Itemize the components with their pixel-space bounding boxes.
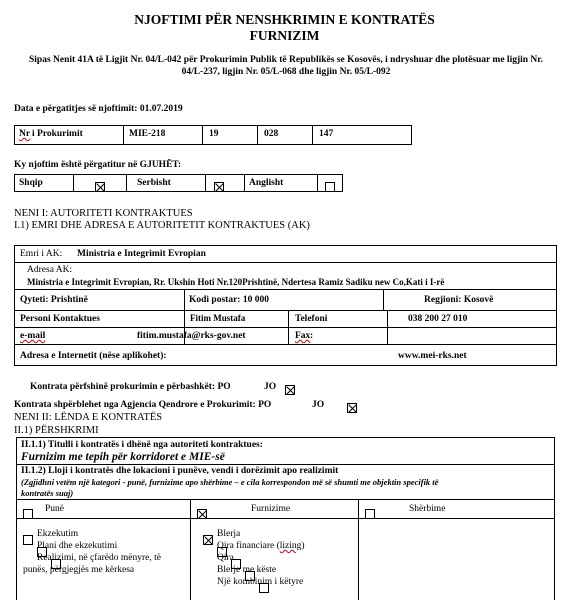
contract-type-note2: kontratës suaj): [21, 488, 74, 498]
web-value[interactable]: www.mei-rks.net: [398, 351, 467, 361]
authority-name-value: Ministria e Integrimit Evropian: [77, 249, 206, 259]
supply-combination-label: Një kombinim i këtyre: [217, 577, 304, 587]
procurement-code-cell: [123, 125, 203, 145]
works-design-label: Plani dhe ekzekutimi: [37, 541, 118, 551]
procurement-code: MIE-218: [129, 129, 166, 139]
language-question: Ky njoftim është përgatitur në GJUHËT:: [14, 160, 182, 170]
web-row: [14, 344, 557, 366]
category-supplies-label: Furnizime: [251, 504, 291, 514]
procurement-nr-label-cell: [14, 125, 124, 145]
procurement-c2: 028: [264, 129, 279, 139]
section1-heading: NENI I: AUTORITETI KONTRAKTUES: [14, 208, 193, 219]
authority-address-row: [14, 262, 557, 290]
contact-label: Personi Kontaktues: [20, 314, 100, 324]
procurement-nr-abbrev: Nr: [19, 129, 31, 139]
language-shqip-box-cell: [73, 174, 127, 192]
procurement-c3-cell: [312, 125, 412, 145]
contract-type-box: [16, 464, 555, 500]
category-works-label: Punë: [45, 504, 64, 514]
authority-name-label: Emri i AK:: [20, 249, 63, 259]
language-anglisht-box-cell: [317, 174, 343, 192]
cpa-jo-checkbox[interactable]: [347, 403, 357, 413]
city-value: Qyteti: Prishtinë: [20, 295, 88, 305]
supply-installment-label: Blerje me këste: [217, 565, 277, 575]
joint-procurement-jo-checkbox[interactable]: [285, 385, 295, 395]
contract-title-label: II.1.1) Titulli i kontratës i dhënë nga autoriteti kontraktues:: [21, 440, 263, 450]
fax-colon: :: [310, 331, 314, 341]
email-label: e-mail: [20, 331, 46, 341]
contract-type-label: II.1.2) Lloji i kontratës dhe lokacioni i punëve, vendi i dorëzimit apo realizimit: [21, 466, 339, 476]
procurement-c1: 19: [209, 129, 219, 139]
contract-title-value: Furnizim me tepih për korridoret e MIE-së: [21, 451, 225, 463]
legal-basis-line1: Sipas Nenit 41A të Ligjit Nr. 04/L-042 për Prokurimin Publik të Republikës se Kosovës, i ndryshuar dhe plotësuar me ligjin Nr.: [28, 55, 544, 65]
phone-value-cell: [387, 310, 557, 328]
fax-label-cell: [288, 327, 388, 345]
supply-purchase-checkbox[interactable]: [203, 535, 213, 545]
fax-value-cell: [387, 327, 557, 345]
authority-name-row: [14, 245, 557, 263]
language-shqip-label-cell: [14, 174, 74, 192]
cpa-jo: JO: [312, 400, 325, 410]
language-anglisht-label-cell: [244, 174, 318, 192]
web-label: Adresa e Internetit (nëse aplikohet):: [20, 351, 167, 361]
preparation-date: Data e përgatitjes së njoftimit: 01.07.2019: [14, 104, 183, 114]
legal-basis-line2: 04/L-237, ligjin Nr. 05/L-068 dhe ligjin Nr. 05/L-092: [181, 67, 391, 77]
services-options-cell: [358, 518, 555, 600]
fax-label: Fax: [295, 331, 311, 341]
works-realization-label-cont: punës, përgjegjës me kërkesa: [23, 565, 135, 575]
category-services-label: Shërbime: [409, 504, 446, 514]
region-cell: [383, 289, 557, 311]
authority-address-value: Ministria e Integrimit Evropian, Rr. Ukshin Hoti Nr.120Prishtinë, Ndertesa Ramiz Sadiku new Co,Kati i I-rë: [27, 277, 445, 287]
phone-label-cell: [288, 310, 388, 328]
language-serbisht-label-cell: [126, 174, 206, 192]
region-value: Regjioni: Kosovë: [424, 295, 494, 305]
email-value: fitim.mustafa@rks-gov.net: [137, 331, 246, 341]
category-supplies-cell: [190, 499, 359, 519]
supplies-options-cell: [190, 518, 359, 600]
city-cell: [14, 289, 185, 311]
postal-cell: [184, 289, 384, 311]
language-serbisht-label: Serbisht: [137, 178, 171, 188]
language-serbisht-checkbox[interactable]: [214, 182, 224, 192]
notice-subtitle: FURNIZIM: [249, 28, 320, 43]
procurement-c1-cell: [202, 125, 258, 145]
procurement-nr-label: i Prokurimit: [32, 129, 83, 139]
joint-procurement-jo: JO: [264, 382, 277, 392]
supply-rent-label: Qira: [217, 553, 234, 563]
contract-type-note1: (Zgjidhni vetëm një kategori - punë, furnizime apo shërbime – e cila korrespondon më së shumti me objektin specifik të: [21, 477, 439, 487]
category-works-cell: [16, 499, 191, 519]
contact-label-cell: [14, 310, 185, 328]
category-services-cell: [358, 499, 555, 519]
contact-value-cell: [184, 310, 289, 328]
procurement-c3: 147: [319, 129, 334, 139]
cpa-question: Kontrata shpërblehet nga Agjencia Qendrore e Prokurimit: PO: [14, 400, 272, 410]
notice-title: NJOFTIMI PËR NENSHKRIMIN E KONTRATËS: [134, 12, 435, 27]
contract-title-box: [16, 437, 555, 465]
language-anglisht-label: Anglisht: [249, 178, 284, 188]
phone-label: Telefoni: [295, 314, 328, 324]
section1-subheading: I.1) EMRI DHE ADRESA E AUTORITETIT KONTRAKTUES (AK): [14, 220, 310, 231]
language-serbisht-box-cell: [205, 174, 245, 192]
language-shqip-label: Shqip: [19, 178, 43, 188]
phone-value: 038 200 27 010: [408, 314, 468, 324]
section2-subheading: II.1) PËRSHKRIMI: [14, 425, 99, 436]
supply-lease-label: Qira financiare (lizing): [217, 541, 305, 551]
contact-value: Fitim Mustafa: [190, 313, 246, 323]
language-shqip-checkbox[interactable]: [95, 182, 105, 192]
section2-heading: NENI II: LËNDA E KONTRATËS: [14, 412, 163, 423]
works-realization-label: Realizimi, në çfarëdo mënyre, të: [37, 553, 161, 563]
works-options-cell: [16, 518, 191, 600]
works-execution-label: Ekzekutim: [37, 529, 79, 539]
authority-address-label: Adresa AK:: [27, 265, 73, 275]
language-anglisht-checkbox[interactable]: [325, 182, 335, 192]
works-execution-checkbox[interactable]: [23, 535, 33, 545]
postal-value: Kodi postar: 10 000: [189, 295, 269, 305]
email-value-cell: [137, 327, 289, 345]
supply-purchase-label: Blerja: [217, 529, 241, 539]
joint-procurement-question: Kontrata përfshinë prokurimin e përbashkët: PO: [30, 382, 231, 392]
procurement-c2-cell: [257, 125, 313, 145]
